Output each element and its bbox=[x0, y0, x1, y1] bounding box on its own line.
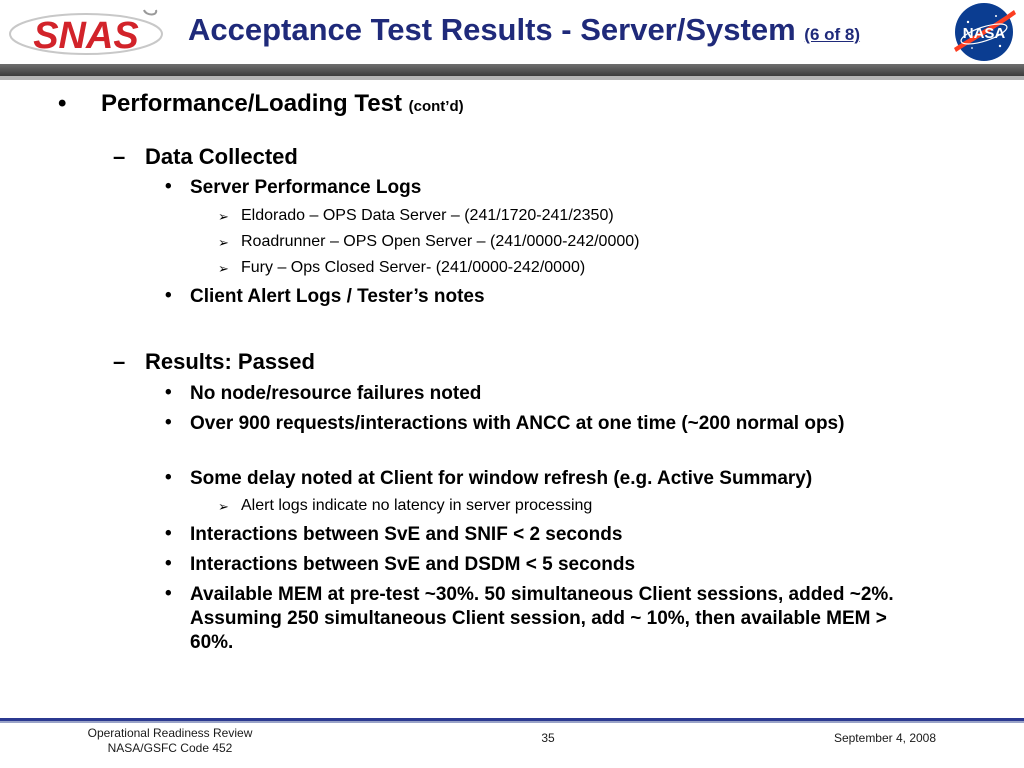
bullet-mark: • bbox=[165, 412, 172, 433]
arrow-bullet-icon: ➢ bbox=[218, 235, 229, 250]
bullet-mark: • bbox=[165, 583, 172, 604]
nasa-meatball-logo bbox=[948, 0, 1018, 64]
arrow-bullet-icon: ➢ bbox=[218, 209, 229, 224]
bullet-mark: • bbox=[165, 467, 172, 488]
arrow-bullet-icon: ➢ bbox=[218, 499, 229, 514]
footer-event bbox=[0, 726, 340, 756]
arrow-bullet-icon: ➢ bbox=[218, 261, 229, 276]
slide-header bbox=[0, 0, 1024, 64]
bullet-mark: • bbox=[165, 176, 172, 197]
footer-date: September 4, 2008 bbox=[833, 731, 937, 745]
slide-title-sub: (6 of 8) bbox=[804, 25, 861, 44]
footer-divider-line bbox=[0, 721, 1024, 723]
dash-mark: – bbox=[113, 144, 126, 169]
footer-event-title: Operational Readiness Review bbox=[87, 726, 253, 740]
nasa-logo-text: NASA bbox=[962, 25, 1006, 42]
snas-logo-text: SNAS bbox=[33, 15, 139, 57]
footer-org: NASA/GSFC Code 452 bbox=[107, 741, 233, 755]
header-divider-bar bbox=[0, 64, 1024, 76]
slide-title-text: Acceptance Test Results - Server/System bbox=[188, 12, 796, 47]
slide-title bbox=[188, 12, 860, 48]
bullet-mark: • bbox=[58, 90, 67, 117]
bullet-mark: • bbox=[165, 382, 172, 403]
bullet-mark: • bbox=[165, 285, 172, 306]
bullet-mark: • bbox=[165, 553, 172, 574]
heading-text: Performance/Loading Test bbox=[101, 90, 402, 117]
header-divider-line bbox=[0, 76, 1024, 80]
heading-note: (cont’d) bbox=[408, 98, 464, 115]
snas-logo bbox=[6, 6, 166, 58]
page-number: 35 bbox=[541, 731, 555, 745]
dash-mark: – bbox=[113, 349, 126, 374]
bullet-mark: • bbox=[165, 523, 172, 544]
